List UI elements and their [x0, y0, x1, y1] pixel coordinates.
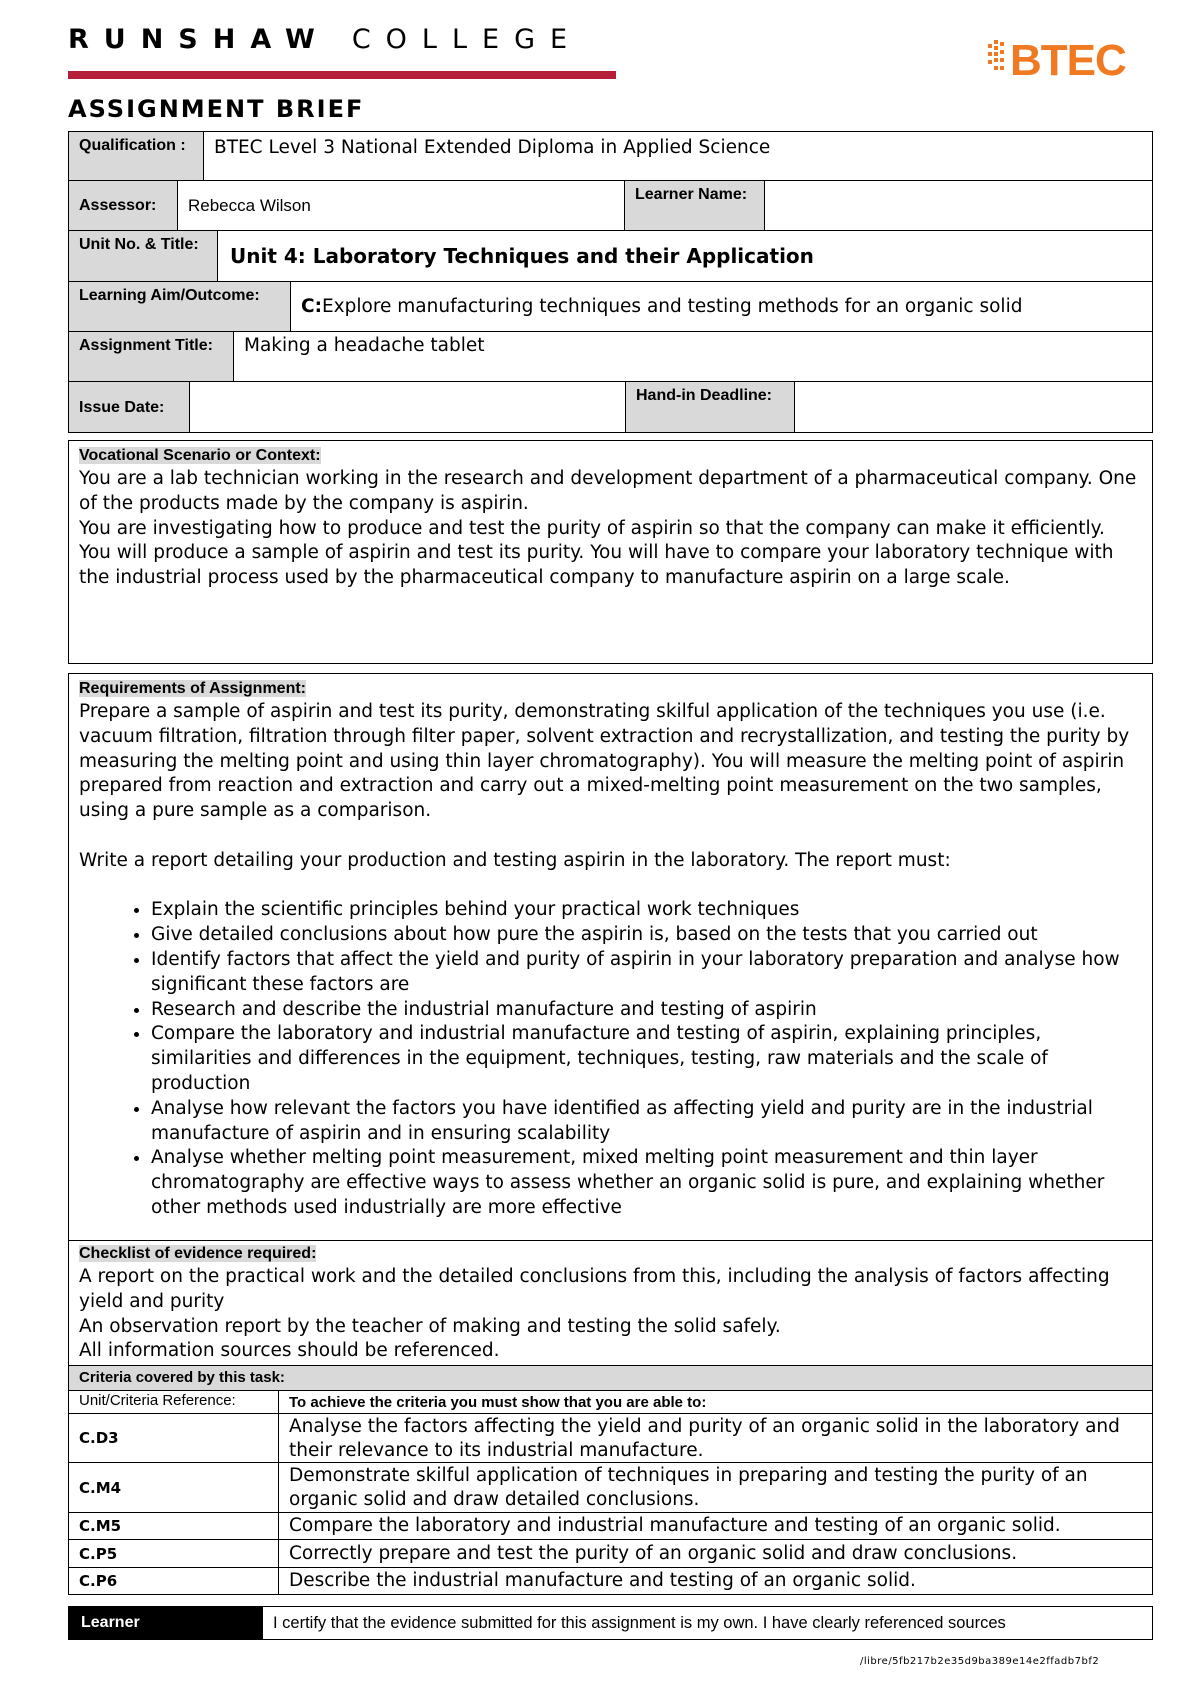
document-id: /libre/5fb217b2e35d9ba389e14e2ffadb7bf2 [860, 1656, 1100, 1667]
learning-aim-value: C: Explore manufacturing techniques and testing methods for an organic solid [290, 281, 1153, 332]
checklist-section [68, 1240, 1153, 1366]
criteria-text: Analyse the factors affecting the yield and purity of an organic solid in the laboratory and their relevance to its industrial manufacture. [278, 1413, 1153, 1463]
list-item: • Research and describe the industrial manufacture and testing of aspirin [151, 998, 1142, 1023]
criteria-col-ref-header: Unit/Criteria Reference: [68, 1390, 279, 1414]
list-item: • Analyse whether melting point measurement, mixed melting point measurement and thin layer chromatography are effective ways to assess whether an organic solid is pure, and explaining whether other methods used industrially are more effective [151, 1146, 1142, 1220]
brand-name-light: COLLEGE [351, 24, 583, 55]
deadline-label: Hand-in Deadline: [625, 381, 795, 433]
checklist-line: An observation report by the teacher of making and testing the solid safely. [79, 1315, 781, 1337]
criteria-text: Correctly prepare and test the purity of an organic solid and draw conclusions. [278, 1539, 1153, 1568]
criteria-col-desc-header: To achieve the criteria you must show that you are able to: [278, 1390, 1153, 1414]
qualification-value: BTEC Level 3 National Extended Diploma in Applied Science [203, 131, 1153, 181]
learning-aim-label: Learning Aim/Outcome: [68, 281, 291, 332]
issue-date-field[interactable] [189, 381, 626, 433]
scenario-paragraph: You are investigating how to produce and test the purity of aspirin so that the company can make it efficiently. [79, 517, 1105, 539]
scenario-title: Vocational Scenario or Context: [79, 447, 321, 464]
requirements-section [68, 673, 1153, 1241]
criteria-code: C.P6 [68, 1567, 279, 1595]
learner-name-label: Learner Name: [624, 180, 765, 231]
brand-underline [68, 71, 616, 79]
unit-value: Unit 4: Laboratory Techniques and their Application [217, 230, 1153, 282]
criteria-text: Demonstrate skilful application of techniques in preparing and testing the purity of an organic solid and draw detailed conclusions. [278, 1462, 1153, 1513]
scenario-section [68, 440, 1153, 664]
scenario-paragraph: You are a lab technician working in the research and development department of a pharmaceutical company. One of the products made by the company is aspirin. [79, 468, 1137, 514]
checklist-line: All information sources should be referenced. [79, 1340, 500, 1362]
criteria-text: Describe the industrial manufacture and testing of an organic solid. [278, 1567, 1153, 1595]
issue-date-label: Issue Date: [68, 381, 190, 433]
criteria-code: C.M5 [68, 1512, 279, 1540]
assignment-title-label: Assignment Title: [68, 331, 234, 382]
requirements-title: Requirements of Assignment: [79, 680, 306, 697]
criteria-title: Criteria covered by this task: [68, 1365, 1153, 1391]
learner-name-field[interactable] [764, 180, 1153, 231]
assessor-value: Rebecca Wilson [177, 180, 625, 231]
checklist-line: A report on the practical work and the detailed conclusions from this, including the analysis of factors affecting yield and purity [79, 1266, 1110, 1312]
requirements-intro: Prepare a sample of aspirin and test its purity, demonstrating skilful application of the techniques you use (i.e. vacuum filtration, filtration through filter paper, solvent extraction and recrystallization, and testing the purity by measuring the melting point and using thin layer chromatography). You will measure the melting point of aspirin prepared from reaction and extraction and carry out a mixed-melting point measurement on the two samples, using a pure sample as a comparison. [79, 701, 1130, 822]
declaration-label: Learner [68, 1606, 263, 1640]
list-item: • Compare the laboratory and industrial manufacture and testing of aspirin, explaining principles, similarities and differences in the equipment, techniques, testing, raw materials and the scale of production [151, 1022, 1142, 1096]
page-title: ASSIGNMENT BRIEF [68, 95, 365, 123]
college-brand [68, 24, 582, 55]
report-intro: Write a report detailing your production and testing aspirin in the laboratory. The report must: [79, 849, 951, 871]
deadline-field[interactable] [794, 381, 1153, 433]
list-item: • Identify factors that affect the yield and purity of aspirin in your laboratory preparation and analyse how significant these factors are [151, 948, 1142, 998]
declaration-text: I certify that the evidence submitted for this assignment is my own. I have clearly referenced sources [262, 1606, 1153, 1640]
criteria-code: C.D3 [68, 1413, 279, 1463]
criteria-code: C.M4 [68, 1462, 279, 1513]
btec-logo-text: BTEC [1010, 36, 1126, 85]
assignment-title-value: Making a headache tablet [233, 331, 1153, 382]
criteria-code: C.P5 [68, 1539, 279, 1568]
learning-aim-code: C: [301, 296, 322, 317]
scenario-paragraph: You will produce a sample of aspirin and test its purity. You will have to compare your laboratory technique with the industrial process used by the pharmaceutical company to manufacture aspirin on a large scale. [79, 542, 1114, 589]
criteria-text: Compare the laboratory and industrial manufacture and testing of an organic solid. [278, 1512, 1153, 1540]
list-item: • Explain the scientific principles behind your practical work techniques [151, 898, 1142, 923]
assessor-label: Assessor: [68, 180, 178, 231]
brand-name-bold: RUNSHAW [68, 24, 330, 55]
list-item: • Give detailed conclusions about how pure the aspirin is, based on the tests that you carried out [151, 923, 1142, 948]
qualification-label: Qualification : [68, 131, 204, 181]
report-requirements-list [79, 898, 1142, 1220]
checklist-title: Checklist of evidence required: [79, 1245, 317, 1262]
list-item: • Analyse how relevant the factors you have identified as affecting yield and purity are in the industrial manufacture of aspirin and in ensuring scalability [151, 1097, 1142, 1147]
unit-label: Unit No. & Title: [68, 230, 218, 282]
